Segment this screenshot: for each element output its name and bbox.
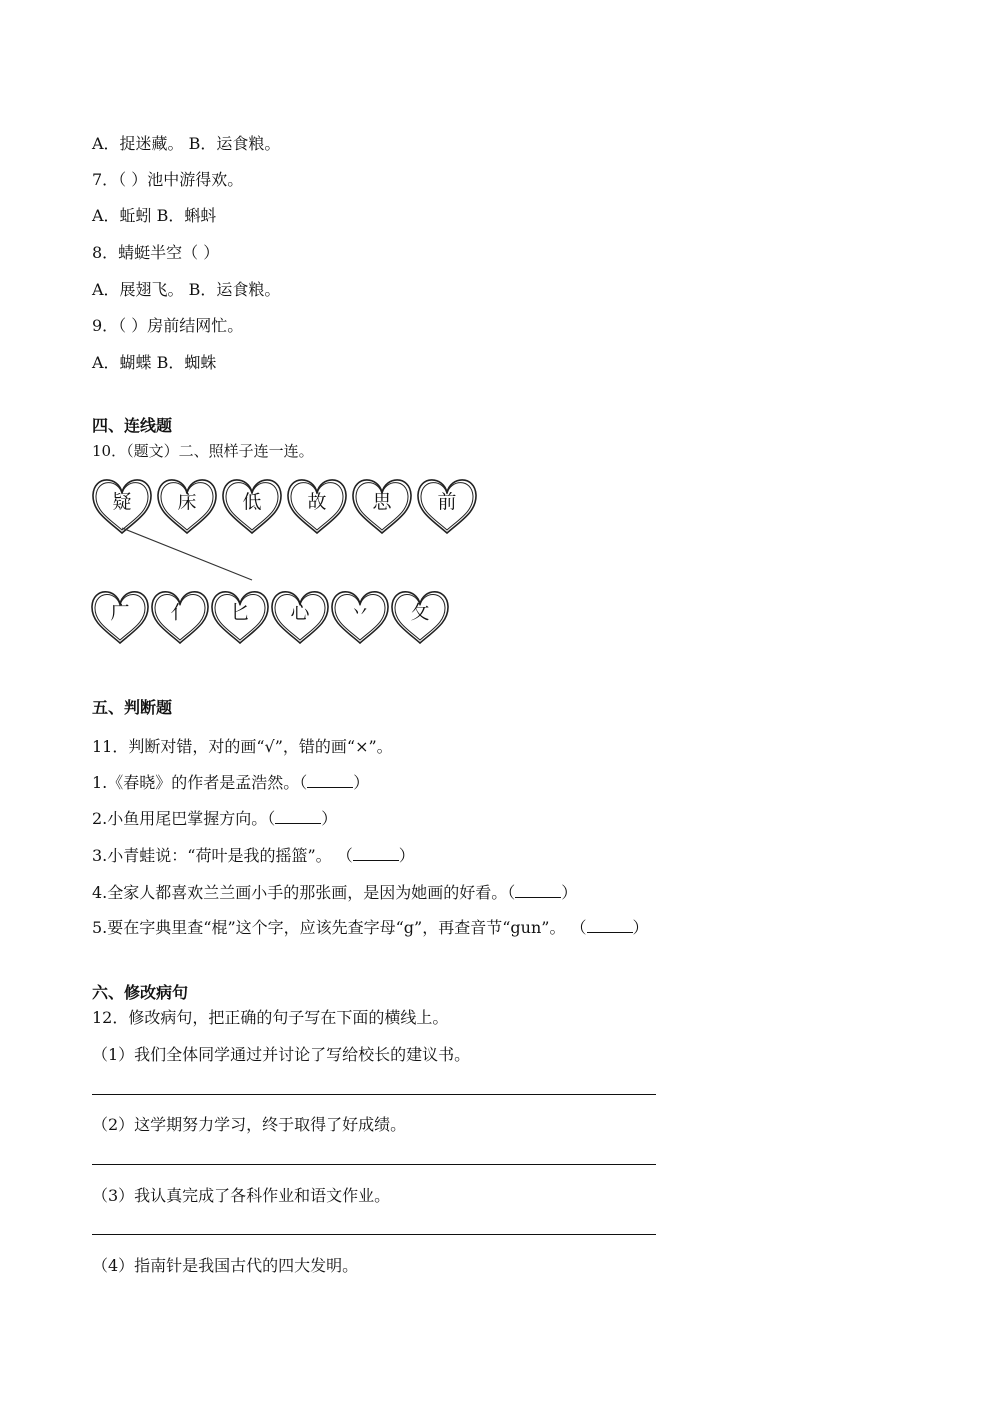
top-heart-char[interactable]: 低 <box>242 490 262 513</box>
top-heart-char[interactable]: 前 <box>437 490 457 513</box>
q7-stem: 7．（ ）池中游得欢。 <box>92 170 244 189</box>
answer-blank[interactable] <box>307 775 353 788</box>
top-heart-char[interactable]: 故 <box>307 490 327 513</box>
judge-item-close: ） <box>398 846 415 865</box>
q6-options: A．捉迷藏。 B．运食粮。 <box>92 134 281 153</box>
answer-blank[interactable] <box>353 848 399 861</box>
section4-heading: 四、连线题 <box>92 416 173 435</box>
judge-item-1 <box>92 773 369 793</box>
judge-item-close: ） <box>321 809 338 828</box>
q10-stem: 10．（题文）二、照样子连一连。 <box>92 442 314 460</box>
q9-stem: 9．（ ）房前结网忙。 <box>92 316 244 335</box>
bottom-heart-char[interactable]: 心 <box>290 601 310 624</box>
top-heart-char[interactable]: 疑 <box>112 490 132 513</box>
q8-options: A．展翅飞。 B．运食粮。 <box>92 280 281 299</box>
judge-item-text: 5.要在字典里查“棍”这个字，应该先查字母“g”，再查音节“gun”。 （ <box>92 918 587 937</box>
bottom-heart-char[interactable]: 匕 <box>230 601 250 624</box>
fix-sentence-4: （4）指南针是我国古代的四大发明。 <box>92 1256 359 1275</box>
judge-item-4 <box>92 883 577 903</box>
judge-item-5 <box>92 918 649 938</box>
judge-item-close: ） <box>561 883 578 902</box>
q8-stem: 8．蜻蜓半空（ ） <box>92 243 220 262</box>
q9-options: A．蝴蝶 B．蜘蛛 <box>92 353 217 372</box>
judge-item-close: ） <box>353 773 370 792</box>
fix-sentence-1: （1）我们全体同学通过并讨论了写给校长的建议书。 <box>92 1045 471 1064</box>
top-heart-char[interactable]: 思 <box>372 490 392 513</box>
q7-options: A．蚯蚓 B．蝌蚪 <box>92 206 217 225</box>
judge-item-2 <box>92 809 337 829</box>
judge-item-close: ） <box>632 918 649 937</box>
answer-line-3[interactable] <box>92 1234 656 1235</box>
q11-stem: 11．判断对错，对的画“√”，错的画“×”。 <box>92 737 393 756</box>
bottom-heart-char[interactable]: 亻 <box>170 601 190 624</box>
judge-item-text: 2.小鱼用尾巴掌握方向。（ <box>92 809 276 828</box>
bottom-heart-char[interactable]: 丷 <box>350 601 370 624</box>
judge-item-text: 3.小青蛙说：“荷叶是我的摇篮”。 （ <box>92 846 353 865</box>
answer-blank[interactable] <box>515 885 561 898</box>
fix-sentence-2: （2）这学期努力学习，终于取得了好成绩。 <box>92 1115 407 1134</box>
section5-heading: 五、判断题 <box>92 698 173 717</box>
judge-item-3 <box>92 846 415 866</box>
top-heart-char[interactable]: 床 <box>177 490 197 513</box>
example-connecting-line <box>122 528 252 580</box>
judge-item-text: 1.《春晓》的作者是孟浩然。（ <box>92 773 308 792</box>
answer-line-1[interactable] <box>92 1094 656 1095</box>
bottom-heart-char[interactable]: 广 <box>110 601 130 624</box>
answer-blank[interactable] <box>275 811 321 824</box>
matching-diagram <box>0 0 1000 700</box>
section6-heading: 六、修改病句 <box>92 983 189 1002</box>
answer-blank[interactable] <box>587 920 633 933</box>
judge-item-text: 4.全家人都喜欢兰兰画小手的那张画，是因为她画的好看。（ <box>92 883 516 902</box>
answer-line-2[interactable] <box>92 1164 656 1165</box>
fix-sentence-3: （3）我认真完成了各科作业和语文作业。 <box>92 1186 391 1205</box>
bottom-heart-char[interactable]: 攵 <box>410 601 430 624</box>
q12-stem: 12．修改病句，把正确的句子写在下面的横线上。 <box>92 1008 449 1027</box>
